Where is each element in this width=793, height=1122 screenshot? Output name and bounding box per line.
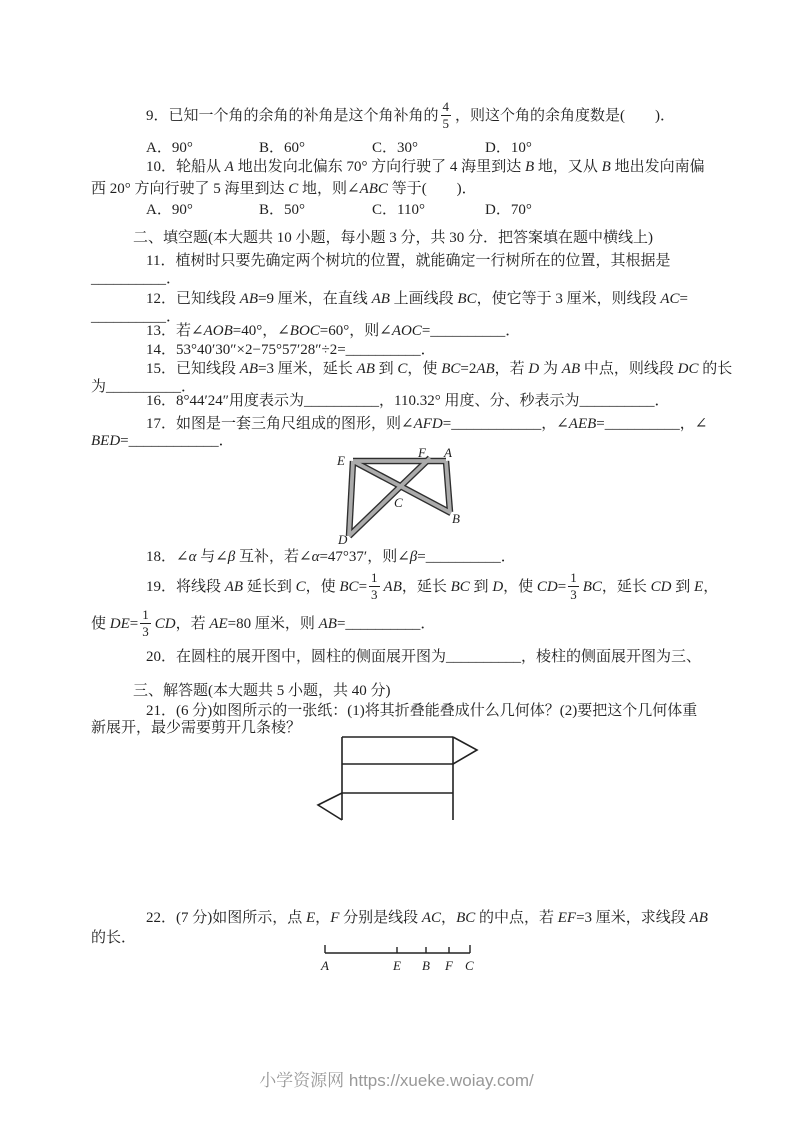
- segment-lines: [325, 945, 470, 953]
- question-21-text-line-1: 21．(6 分)如图所示的一张纸：(1)将其折叠能叠成什么几何体？(2)要把这个几何体重: [146, 703, 698, 719]
- vertex-label-e: E: [337, 453, 345, 468]
- question-11-text-line-1: 11．植树时只要先确定两个树坑的位置，就能确定一行树所在的位置，其根据是: [146, 253, 671, 269]
- question-22-text-line-1: 22．(7 分)如图所示，点 E，F 分别是线段 AC，BC 的中点，若 EF=3 厘米，求线段 AB: [146, 910, 708, 926]
- question-10-options: [146, 200, 598, 220]
- question-15-text-line-2: 为__________．: [91, 379, 197, 395]
- question-17-text-line-1: 17．如图是一套三角尺组成的图形，则∠AFD=____________，∠AEB=__________，∠: [146, 416, 708, 432]
- question-20-text: 20．在圆柱的展开图中，圆柱的侧面展开图为__________，棱柱的侧面展开图为三、: [146, 649, 702, 665]
- section-2-header: 二、填空题(本大题共 10 小题，每小题 3 分，共 30 分．把答案填在题中横线上): [133, 230, 653, 246]
- option-b: B．60°: [259, 140, 306, 156]
- question-12-blank-line: __________．: [91, 309, 182, 325]
- question-17-text-line-2: BED=____________．: [91, 433, 234, 449]
- point-label-b: B: [422, 958, 430, 973]
- option-c: C．110°: [372, 202, 425, 218]
- question-18-text: 18．∠α 与∠β 互补，若∠α=47°37′，则∠β=__________．: [146, 549, 516, 565]
- question-16-text: 16．8°44′24″用度表示为__________，110.32° 用度、分、秒表示为__________．: [146, 393, 670, 409]
- point-label-e: E: [393, 958, 401, 973]
- question-10-text-line-1: 10．轮船从 A 地出发向北偏东 70° 方向行驶了 4 海里到达 B 地，又从 B 地出发向南偏: [146, 159, 705, 175]
- question-11-blank-line: __________．: [91, 271, 182, 287]
- question-13-text: 13．若∠AOB=40°，∠BOC=60°，则∠AOC=__________．: [146, 323, 521, 339]
- option-a: A．90°: [146, 140, 193, 156]
- vertex-label-c: C: [394, 495, 403, 510]
- question-21-text-line-2: 新展开，最少需要剪开几条棱？: [91, 720, 302, 736]
- question-10-text-line-2: 西 20° 方向行驶了 5 海里到达 C 地，则∠ABC 等于( )．: [91, 181, 477, 197]
- option-c: C．30°: [372, 140, 419, 156]
- question-22-text-line-2: 的长．: [91, 930, 137, 946]
- segment-figure: [318, 941, 483, 975]
- footer-watermark: 小学资源网 https://xueke.woiay.com/: [259, 1071, 534, 1090]
- vertex-label-b: B: [452, 511, 460, 526]
- vertex-label-f: F: [418, 447, 426, 460]
- section-3-header: 三、解答题(本大题共 5 小题，共 40 分): [133, 683, 391, 699]
- point-label-c: C: [465, 958, 474, 973]
- question-14-text: 14．53°40′30″×2−75°57′28″÷2=__________．: [146, 342, 436, 358]
- triangle-rulers-figure: [320, 447, 495, 549]
- vertex-label-a: A: [444, 447, 452, 460]
- net-lines: [318, 737, 477, 820]
- option-d: D．70°: [485, 202, 532, 218]
- option-a: A．90°: [146, 202, 193, 218]
- vertex-label-d: D: [338, 532, 348, 547]
- point-label-f: F: [445, 958, 453, 973]
- question-9-text: 9．已知一个角的余角的补角是这个角补角的 $\frac{4}{5}$ ，则这个角的余角度数是( )．: [146, 99, 676, 131]
- paper-net-figure: [308, 731, 488, 826]
- question-15-text-line-1: 15．已知线段 AB=3 厘米，延长 AB 到 C，使 BC=2AB，若 D 为 AB 中点，则线段 DC 的长: [146, 361, 733, 377]
- point-label-a: A: [321, 958, 329, 973]
- question-19-text-line-2: 使 DE= $\frac{1}{3}$ CD，若 AE=80 厘米，则 AB=__________．: [91, 607, 436, 639]
- question-9-options: [146, 138, 598, 158]
- option-d: D．10°: [485, 140, 532, 156]
- question-12-text-line-1: 12．已知线段 AB=9 厘米，在直线 AB 上画线段 BC，使它等于 3 厘米，则线段 AC=: [146, 291, 688, 307]
- option-b: B．50°: [259, 202, 306, 218]
- question-19-text-line-1: 19．将线段 AB 延长到 C，使 BC= $\frac{1}{3}$ AB，延长 BC 到 D，使 CD= $\frac{1}{3}$ BC，延长 CD 到 E，: [146, 570, 719, 602]
